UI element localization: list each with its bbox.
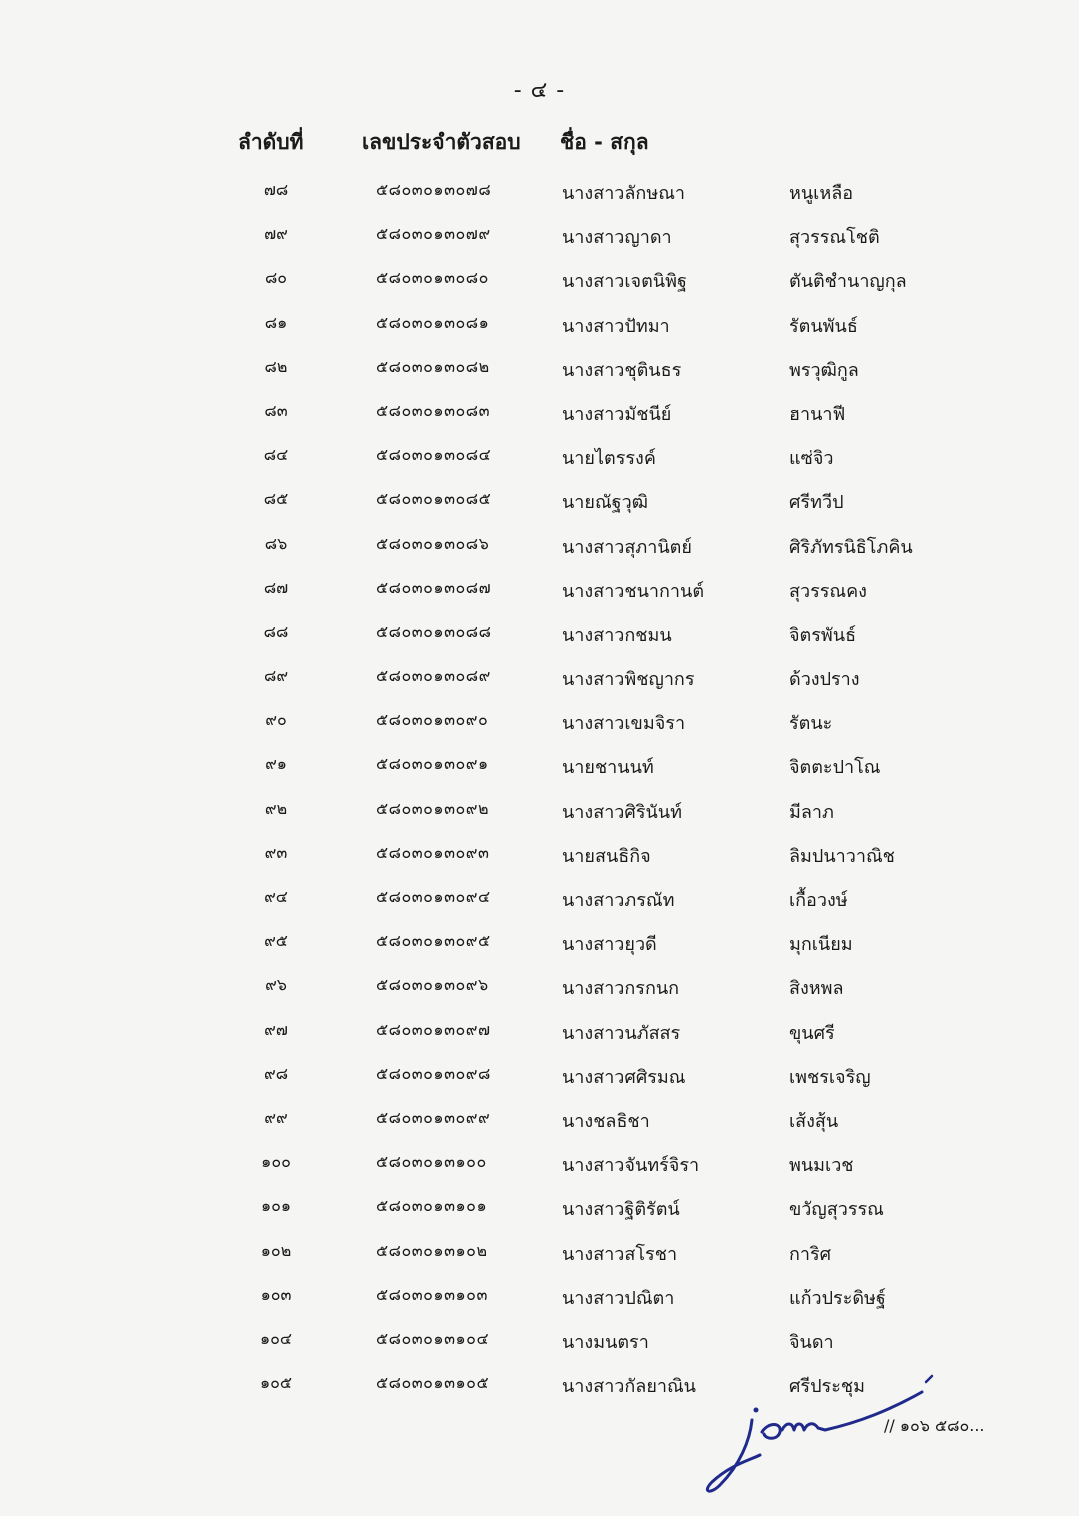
row-exam-id: ๕๘๐๓๐๑๓๐๙๖: [376, 975, 489, 995]
table-row: [0, 1321, 1079, 1365]
row-seq: ๘๕: [263, 489, 289, 509]
row-exam-id: ๕๘๐๓๐๑๓๑๐๔: [376, 1328, 490, 1348]
table-row: [0, 1188, 1079, 1232]
row-last-name: ลิมปนาวาณิช: [789, 845, 895, 867]
row-first-name: นางสาวภรณัท: [562, 890, 675, 911]
row-last-name: พนมเวช: [789, 1155, 854, 1177]
row-seq: ๘๘: [263, 621, 289, 641]
row-first-name: นางมนตรา: [562, 1331, 649, 1353]
row-last-name: แซ่จิว: [789, 448, 834, 470]
row-exam-id: ๕๘๐๓๐๑๓๐๙๑: [376, 754, 489, 774]
row-first-name: นางสาวเขมจิรา: [562, 713, 686, 735]
row-exam-id: ๕๘๐๓๐๑๓๑๐๐: [376, 1152, 487, 1172]
row-last-name: ด้วงปราง: [789, 669, 860, 691]
row-seq: ๘๒: [264, 356, 288, 376]
row-last-name: จิตรพันธ์: [789, 624, 857, 646]
row-first-name: นายชานนท์: [562, 757, 654, 779]
table-header: [0, 126, 1079, 162]
row-last-name: จิตตะปาโณ: [789, 757, 881, 779]
row-first-name: นางสาวกชมน: [562, 624, 672, 646]
row-exam-id: ๕๘๐๓๐๑๓๐๘๐: [376, 268, 489, 288]
row-last-name: ตันติชำนาญกุล: [789, 271, 907, 293]
table-row: [0, 614, 1079, 658]
row-exam-id: ๕๘๐๓๐๑๓๐๘๖: [376, 533, 490, 553]
row-seq: ๘๑: [264, 312, 288, 332]
row-seq: ๙๓: [264, 842, 288, 862]
row-seq: ๘๗: [263, 577, 289, 597]
table-row: [0, 923, 1079, 967]
row-first-name: นางสาวญาดา: [562, 227, 672, 249]
row-seq: ๙๘: [263, 1063, 289, 1083]
row-exam-id: ๕๘๐๓๐๑๓๑๐๕: [376, 1373, 490, 1393]
row-last-name: สุวรรณคง: [789, 580, 867, 602]
table-row: [0, 835, 1079, 879]
row-first-name: นางสาวกัลยาณิน: [562, 1376, 696, 1398]
row-first-name: นางสาวจันทร์จิรา: [562, 1155, 700, 1177]
row-seq: ๘๔: [263, 445, 289, 465]
row-first-name: นางสาวยุวดี: [562, 934, 657, 956]
table-row: [0, 1012, 1079, 1056]
table-row: [0, 1277, 1079, 1321]
row-last-name: เส้งสุ้น: [789, 1110, 839, 1132]
row-first-name: นางสาวนภัสสร: [562, 1022, 681, 1044]
row-seq: ๘๖: [264, 533, 288, 553]
table-row: [0, 216, 1079, 260]
row-first-name: นางสาวศิรินันท์: [562, 801, 682, 823]
row-seq: ๘๙: [263, 666, 289, 686]
row-last-name: หนูเหลือ: [789, 183, 854, 204]
row-last-name: จินดา: [789, 1331, 834, 1353]
row-last-name: สุวรรณโชติ: [789, 227, 880, 249]
row-last-name: ศรีทวีป: [789, 492, 844, 514]
row-first-name: นางสาวเจตนิพิฐ: [562, 271, 687, 293]
table-row: [0, 967, 1079, 1011]
row-exam-id: ๕๘๐๓๐๑๓๐๘๓: [376, 400, 491, 420]
row-seq: ๘๐: [264, 268, 288, 288]
row-exam-id: ๕๘๐๓๐๑๓๑๐๓: [376, 1284, 488, 1304]
row-exam-id: ๕๘๐๓๐๑๓๐๙๗: [376, 1019, 491, 1039]
row-exam-id: ๕๘๐๓๐๑๓๐๗๘: [376, 180, 492, 199]
candidate-list: [0, 172, 1079, 1409]
row-exam-id: ๕๘๐๓๐๑๓๑๐๒: [376, 1240, 488, 1260]
table-row: [0, 393, 1079, 437]
header-seq: ลำดับที่: [238, 130, 304, 154]
row-first-name: นางสาวลักษณา: [562, 183, 686, 204]
row-last-name: มีลาภ: [789, 801, 834, 823]
row-last-name: รัตนพันธ์: [789, 315, 858, 337]
row-seq: ๗๘: [263, 180, 289, 199]
row-seq: ๑๐๐: [261, 1152, 291, 1172]
row-seq: ๙๒: [264, 798, 288, 818]
table-row: [0, 570, 1079, 614]
row-first-name: นางสาวกรกนก: [562, 978, 680, 1000]
row-last-name: การิศ: [789, 1243, 832, 1265]
row-last-name: ศิริภัทรนิธิโภคิน: [789, 536, 913, 558]
table-row: [0, 305, 1079, 349]
row-seq: ๙๙: [264, 1107, 288, 1127]
table-row: [0, 658, 1079, 702]
row-exam-id: ๕๘๐๓๐๑๓๐๙๘: [376, 1063, 491, 1083]
row-seq: ๑๐๔: [259, 1328, 293, 1348]
row-seq: ๑๐๕: [259, 1373, 293, 1393]
row-first-name: นางสาวปัทมา: [562, 315, 670, 337]
row-first-name: นางสาวชนากานต์: [562, 580, 705, 602]
row-last-name: เพชรเจริญ: [789, 1066, 871, 1088]
row-exam-id: ๕๘๐๓๐๑๓๐๘๒: [376, 356, 490, 376]
row-first-name: นางสาวสุภานิตย์: [562, 536, 692, 558]
row-seq: ๙๖: [265, 975, 287, 995]
row-seq: ๗๙: [264, 224, 288, 244]
table-row: [0, 172, 1079, 216]
row-last-name: พรวุฒิกูล: [789, 359, 859, 381]
row-exam-id: ๕๘๐๓๐๑๓๐๘๔: [376, 445, 492, 465]
table-row: [0, 1144, 1079, 1188]
row-first-name: นางชลธิชา: [562, 1110, 650, 1132]
row-exam-id: ๕๘๐๓๐๑๓๐๙๙: [376, 1107, 491, 1127]
row-exam-id: ๕๘๐๓๐๑๓๐๗๙: [376, 224, 491, 244]
row-exam-id: ๕๘๐๓๐๑๓๐๘๘: [376, 621, 492, 641]
row-first-name: นางสาวชุตินธร: [562, 359, 682, 381]
table-row: [0, 1100, 1079, 1144]
header-name: ชื่อ - สกุล: [560, 130, 649, 154]
row-first-name: นายสนธิกิจ: [562, 845, 651, 867]
row-seq: ๙๗: [264, 1019, 288, 1039]
row-seq: ๑๐๑: [260, 1196, 292, 1216]
row-seq: ๑๐๓: [260, 1284, 292, 1304]
table-row: [0, 879, 1079, 923]
row-seq: ๙๑: [265, 754, 287, 774]
row-last-name: มุกเนียม: [789, 934, 853, 956]
signature: [690, 1370, 950, 1510]
row-first-name: นายณัฐวุฒิ: [562, 492, 648, 514]
row-last-name: ฮานาฟี: [789, 403, 846, 425]
row-first-name: นางสาวฐิติรัตน์: [562, 1199, 680, 1221]
table-row: [0, 702, 1079, 746]
table-row: [0, 1233, 1079, 1277]
row-exam-id: ๕๘๐๓๐๑๓๐๘๙: [376, 666, 491, 686]
row-exam-id: ๕๘๐๓๐๑๓๐๙๓: [376, 842, 490, 862]
row-first-name: นางสาวสโรชา: [562, 1243, 678, 1265]
row-first-name: นางสาวปณิตา: [562, 1287, 675, 1309]
row-first-name: นายไตรรงค์: [562, 448, 656, 470]
row-first-name: นางสาวศศิรมณ: [562, 1066, 686, 1088]
page-number: - ๔ -: [513, 78, 566, 103]
row-first-name: นางสาวมัชนีย์: [562, 403, 672, 425]
table-row: [0, 260, 1079, 304]
row-last-name: ขุนศรี: [789, 1022, 835, 1044]
table-row: [0, 349, 1079, 393]
table-row: [0, 481, 1079, 525]
row-exam-id: ๕๘๐๓๐๑๓๐๘๑: [376, 312, 490, 332]
row-seq: ๘๓: [264, 400, 288, 420]
table-row: [0, 791, 1079, 835]
header-exam-id: เลขประจำตัวสอบ: [362, 130, 521, 154]
row-seq: ๙๕: [264, 931, 288, 951]
row-last-name: เกื้อวงษ์: [789, 890, 848, 911]
footer-note: // ๑๐๖ ๕๘๐...: [884, 1416, 985, 1435]
row-exam-id: ๕๘๐๓๐๑๓๐๙๒: [376, 798, 490, 818]
row-exam-id: ๕๘๐๓๐๑๓๐๙๐: [376, 710, 489, 730]
row-last-name: รัตนะ: [789, 713, 833, 735]
row-exam-id: ๕๘๐๓๐๑๓๐๙๔: [376, 887, 491, 906]
row-exam-id: ๕๘๐๓๐๑๓๐๘๕: [376, 489, 492, 509]
table-row: [0, 1056, 1079, 1100]
table-row: [0, 526, 1079, 570]
table-row: [0, 746, 1079, 790]
row-last-name: ขวัญสุวรรณ: [789, 1199, 884, 1221]
table-row: [0, 437, 1079, 481]
row-exam-id: ๕๘๐๓๐๑๓๐๙๕: [376, 931, 491, 951]
row-seq: ๑๐๒: [260, 1240, 292, 1260]
row-last-name: แก้วประดิษฐ์: [789, 1287, 886, 1309]
row-seq: ๙๔: [264, 887, 288, 906]
row-last-name: ศรีประชุม: [789, 1376, 865, 1398]
row-exam-id: ๕๘๐๓๐๑๓๑๐๑: [376, 1196, 488, 1216]
row-exam-id: ๕๘๐๓๐๑๓๐๘๗: [376, 577, 492, 597]
row-first-name: นางสาวพิชญากร: [562, 669, 695, 691]
row-seq: ๙๐: [265, 710, 287, 730]
row-last-name: สิงหพล: [789, 978, 844, 1000]
